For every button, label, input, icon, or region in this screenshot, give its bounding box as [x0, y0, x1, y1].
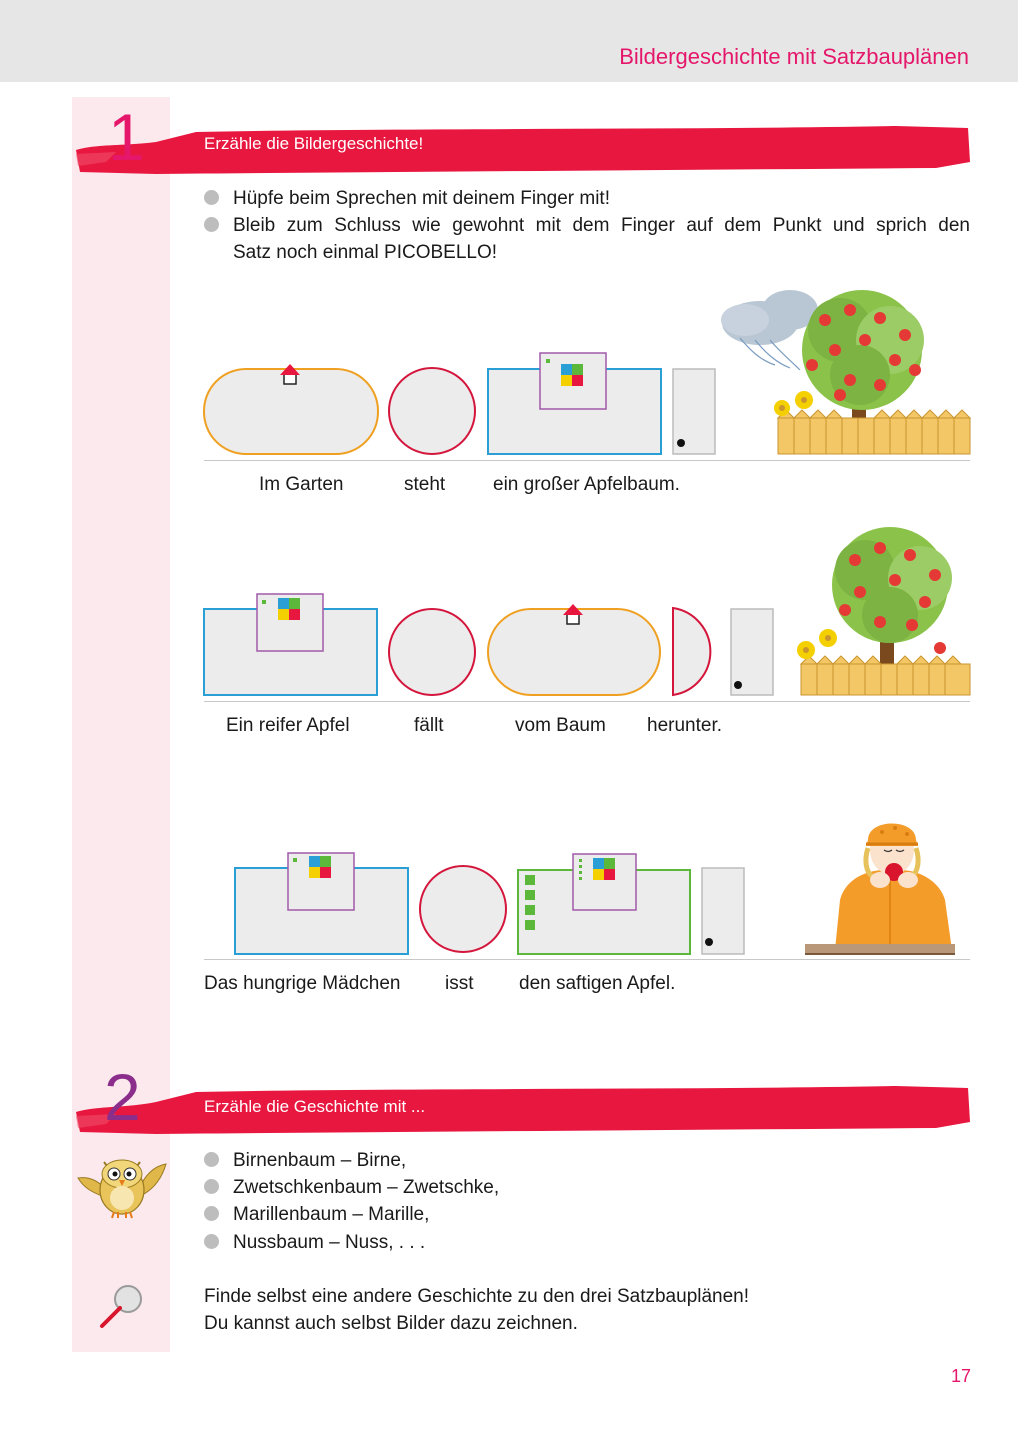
- bullet-dot: [204, 1206, 219, 1221]
- bullet-dot: [204, 190, 219, 205]
- task2-bullet-3: [204, 1201, 429, 1228]
- task2-bullet-2: [204, 1174, 499, 1201]
- task1-bullet-1: [204, 185, 970, 212]
- bullet-dot: [204, 1179, 219, 1194]
- task1-bullet-2: [204, 212, 970, 239]
- owl-icon: [74, 1148, 170, 1218]
- task2-extra-line-1: Finde selbst eine andere Geschichte zu den drei Satzbauplänen!: [204, 1286, 750, 1307]
- page-title: Bildergeschichte mit Satzbauplänen: [619, 44, 969, 69]
- bullet-dot: [204, 1152, 219, 1167]
- sentence2-part-1: Ein reifer Apfel: [226, 715, 350, 736]
- bullet-text: Marillenbaum – Marille,: [233, 1204, 430, 1225]
- task2-title: Erzähle die Geschichte mit ...: [204, 1097, 426, 1116]
- bullet-text: Nussbaum – Nuss, . . .: [233, 1232, 426, 1253]
- bullet-text: Bleib zum Schluss wie gewohnt mit dem Finger auf dem Punkt und sprich den: [233, 215, 970, 236]
- task1-number: 1: [108, 100, 145, 174]
- sentence1-part-2: steht: [404, 474, 446, 495]
- sentence3-part-3: den saftigen Apfel.: [519, 973, 676, 994]
- sentence1-diagram: [200, 290, 975, 465]
- sentence2-part-4: herunter.: [647, 715, 722, 736]
- sentence3-rule: [204, 959, 970, 960]
- bullet-dot: [204, 1234, 219, 1249]
- apple-tree-illustration: [797, 527, 970, 695]
- magnifier-icon: [98, 1282, 148, 1332]
- sentence1-part-3: ein großer Apfelbaum.: [493, 474, 680, 495]
- task1-bullet-2-continuation: Satz noch einmal PICOBELLO!: [233, 242, 498, 263]
- sentence3-part-2: isst: [445, 973, 474, 994]
- task2-extra-line-2: Du kannst auch selbst Bilder dazu zeichnen.: [204, 1313, 578, 1334]
- girl-eating-apple-illustration: [805, 824, 955, 956]
- sentence2-rule: [204, 701, 970, 702]
- sentence1-rule: [204, 460, 970, 461]
- bullet-text: Birnenbaum – Birne,: [233, 1150, 407, 1171]
- bullet-text: Zwetschkenbaum – Zwetschke,: [233, 1177, 500, 1198]
- sentence2-part-3: vom Baum: [515, 715, 606, 736]
- sentence3-diagram: [200, 810, 975, 970]
- apple-tree-illustration: [721, 290, 970, 454]
- page-number: 17: [950, 1366, 971, 1386]
- sentence2-part-2: fällt: [414, 715, 444, 736]
- task1-title: Erzähle die Bildergeschichte!: [204, 134, 424, 153]
- task2-bullet-1: [204, 1147, 406, 1174]
- bullet-dot: [204, 217, 219, 232]
- sentence3-part-1: Das hungrige Mädchen: [204, 973, 401, 994]
- task2-number: 2: [104, 1060, 141, 1134]
- sentence2-diagram: [200, 530, 975, 705]
- task2-bullet-4: [204, 1229, 425, 1256]
- bullet-text: Hüpfe beim Sprechen mit deinem Finger mit!: [233, 188, 610, 209]
- sentence1-part-1: Im Garten: [259, 474, 344, 495]
